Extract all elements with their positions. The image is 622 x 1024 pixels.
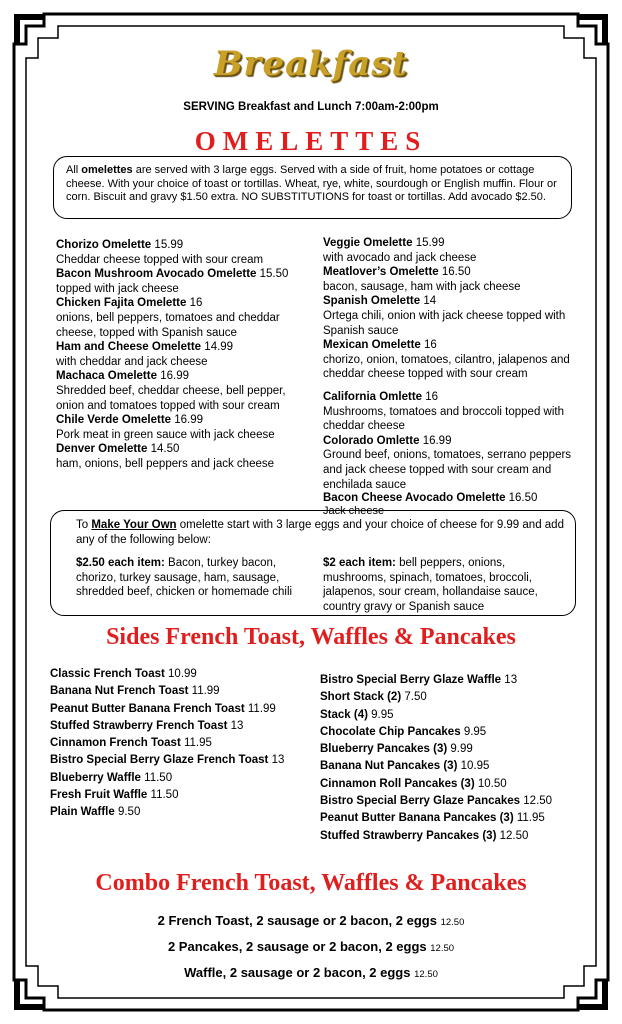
menu-title: Breakfast bbox=[213, 44, 409, 84]
item-price: 15.99 bbox=[154, 239, 184, 251]
menu-item bbox=[50, 683, 315, 700]
item-desc: chorizo, onion, tomatoes, cilantro, jalapenos and cheddar cheese topped with sour cream bbox=[323, 353, 570, 381]
item-name: Colorado Omlette bbox=[323, 434, 420, 447]
item-price: 14.99 bbox=[204, 341, 234, 354]
item-desc: Jack cheese bbox=[323, 505, 385, 518]
item-desc: Shredded beef, cheddar cheese, bell pepper, onion and tomatoes topped with sour cream bbox=[56, 384, 286, 412]
menu-item bbox=[50, 666, 315, 683]
item-desc: onions, bell peppers, tomatoes and cheddar cheese, topped with Spanish sauce bbox=[56, 311, 280, 339]
item-name: Peanut Butter Banana French Toast bbox=[50, 702, 245, 715]
addon-items: bell peppers, onions, mushrooms, spinach, tomatoes, broccoli, jalapenos, sour cream, hollandaise sauce, country gravy or Spanish sauce bbox=[323, 557, 538, 613]
menu-item bbox=[320, 741, 580, 758]
item-name: Denver Omelette bbox=[56, 443, 148, 456]
item-desc: Ground beef, onions, tomatoes, serrano peppers and jack cheese topped with sour cream and enchilada sauce bbox=[323, 449, 572, 491]
item-name: 2 French Toast, 2 sausage or 2 bacon, 2 eggs bbox=[157, 913, 437, 928]
item-price: 13 bbox=[230, 719, 244, 732]
item-name: Classic French Toast bbox=[50, 668, 165, 680]
item-price: 11.95 bbox=[516, 812, 545, 825]
menu-item bbox=[56, 369, 316, 413]
item-name: Mexican Omelette bbox=[323, 339, 421, 352]
menu-item bbox=[50, 770, 315, 787]
item-desc: Cheddar cheese topped with sour cream bbox=[56, 253, 264, 266]
menu-item bbox=[50, 701, 315, 718]
item-price: 11.50 bbox=[144, 771, 173, 784]
addon-price: $2.50 each item: bbox=[76, 557, 165, 569]
item-name: Machaca Omelette bbox=[56, 370, 157, 383]
sides-left-column bbox=[50, 666, 315, 822]
item-name: Blueberry Pancakes (3) bbox=[320, 743, 448, 756]
item-name: Banana Nut French Toast bbox=[50, 685, 189, 698]
item-name: Waffle, 2 sausage or 2 bacon, 2 eggs bbox=[184, 965, 411, 980]
item-desc: Mushrooms, tomatoes and broccoli topped with cheddar cheese bbox=[323, 405, 564, 433]
item-name: California Omlette bbox=[323, 390, 423, 403]
menu-item bbox=[320, 776, 580, 793]
omelettes-right-column bbox=[323, 236, 573, 518]
item-price: 15.50 bbox=[259, 268, 289, 281]
menu-item bbox=[50, 787, 315, 804]
item-price: 16.50 bbox=[441, 266, 471, 279]
item-price: 7.50 bbox=[404, 691, 427, 704]
item-price: 16.50 bbox=[508, 492, 538, 505]
item-name: Bacon Cheese Avocado Omelette bbox=[323, 492, 506, 505]
item-name: Bistro Special Berry Glaze Waffle bbox=[320, 674, 502, 686]
item-name: Bistro Special Berry Glaze Pancakes bbox=[320, 795, 521, 808]
menu-item bbox=[320, 758, 580, 775]
combo-item bbox=[0, 913, 622, 928]
menu-item bbox=[56, 340, 316, 369]
intro-text: are served with 3 large eggs. Served with a side of fruit, home potatoes or cottage cheese. With your choice of toast or tortillas. Wheat, rye, white, sourdough or English muffin. Flour or corn. Biscuit and gravy $1.50 extra. NO SUBSTITUTIONS for toast or tortillas. Add avocado $2.50. bbox=[66, 164, 557, 203]
menu-item bbox=[320, 689, 580, 706]
item-price: 9.99 bbox=[450, 743, 473, 756]
item-name: Banana Nut Pancakes (3) bbox=[320, 760, 458, 773]
item-price: 16 bbox=[425, 390, 439, 403]
item-name: Meatlover’s Omelette bbox=[323, 266, 439, 279]
intro-bold-word: omelettes bbox=[81, 164, 133, 176]
item-price: 11.99 bbox=[191, 685, 220, 698]
menu-item bbox=[320, 724, 580, 741]
item-desc: with cheddar and jack cheese bbox=[56, 355, 208, 368]
menu-item bbox=[56, 442, 316, 471]
menu-item bbox=[320, 672, 580, 689]
item-price: 16.99 bbox=[422, 434, 452, 447]
combo-heading: Combo French Toast, Waffles & Pancakes bbox=[95, 870, 527, 896]
menu-item bbox=[323, 265, 573, 294]
menu-item bbox=[323, 236, 573, 265]
item-price: 9.50 bbox=[117, 806, 141, 819]
menu-item bbox=[323, 338, 573, 382]
item-name: Chocolate Chip Pancakes bbox=[320, 725, 461, 738]
item-name: 2 Pancakes, 2 sausage or 2 bacon, 2 eggs bbox=[167, 939, 427, 954]
item-price: 16 bbox=[424, 339, 437, 352]
item-price: 10.50 bbox=[477, 777, 507, 790]
make-your-own-title: Make Your Own bbox=[91, 519, 177, 531]
omelettes-left-column bbox=[56, 238, 316, 472]
menu-item bbox=[320, 810, 580, 827]
item-price: 11.50 bbox=[150, 789, 179, 802]
menu-item bbox=[323, 390, 573, 434]
item-name: Spanish Omelette bbox=[323, 295, 421, 308]
make-your-own-intro: To Make Your Own omelette start with 3 large eggs and your choice of cheese for 9.99 and add any of the following below: bbox=[76, 519, 564, 546]
omelettes-heading: OMELETTES bbox=[194, 126, 428, 156]
item-name: Cinnamon Roll Pancakes (3) bbox=[320, 777, 475, 790]
sides-heading: Sides French Toast, Waffles & Pancakes bbox=[106, 624, 516, 650]
item-price: 11.99 bbox=[247, 702, 276, 715]
menu-item bbox=[323, 434, 573, 492]
combo-item bbox=[0, 965, 622, 980]
menu-item bbox=[50, 804, 315, 821]
item-name: Bistro Special Berry Glaze French Toast bbox=[50, 754, 269, 767]
item-desc: bacon, sausage, ham with jack cheese bbox=[323, 280, 521, 293]
combo-item bbox=[0, 939, 622, 954]
item-name: Bacon Mushroom Avocado Omelette bbox=[56, 268, 257, 281]
menu-item bbox=[320, 707, 580, 724]
item-price: 12.50 bbox=[523, 795, 553, 808]
menu-item bbox=[323, 294, 573, 338]
item-price: 16.99 bbox=[160, 370, 189, 383]
item-price: 13 bbox=[271, 754, 285, 767]
menu-item bbox=[50, 735, 315, 752]
item-price: 12.50 bbox=[414, 969, 438, 980]
menu-item bbox=[50, 752, 315, 769]
menu-item bbox=[50, 718, 315, 735]
item-name: Veggie Omelette bbox=[323, 237, 413, 249]
item-price: 14.50 bbox=[150, 443, 180, 456]
item-name: Stack (4) bbox=[320, 708, 368, 721]
menu-item bbox=[56, 413, 316, 442]
item-name: Chile Verde Omelette bbox=[56, 414, 172, 427]
item-price: 10.99 bbox=[168, 668, 197, 680]
menu-item bbox=[56, 296, 316, 340]
addons-250 bbox=[76, 556, 301, 600]
item-name: Stuffed Strawberry French Toast bbox=[50, 719, 228, 732]
omelettes-intro-box bbox=[53, 156, 572, 219]
item-name: Peanut Butter Banana Pancakes (3) bbox=[320, 812, 514, 825]
item-name: Stuffed Strawberry Pancakes (3) bbox=[320, 829, 497, 842]
item-desc: Pork meat in green sauce with jack cheese bbox=[56, 428, 275, 441]
make-your-own-box bbox=[50, 510, 576, 616]
menu-item bbox=[56, 267, 316, 296]
item-name: Blueberry Waffle bbox=[50, 771, 141, 784]
addon-price: $2 each item: bbox=[323, 557, 396, 569]
item-price: 14 bbox=[423, 295, 437, 308]
item-name: Ham and Cheese Omelette bbox=[56, 341, 202, 354]
item-price: 9.95 bbox=[463, 725, 487, 738]
item-price: 15.99 bbox=[415, 237, 445, 249]
item-price: 11.95 bbox=[183, 737, 212, 750]
item-price: 13 bbox=[504, 674, 518, 686]
sides-right-column bbox=[320, 672, 580, 845]
item-price: 12.50 bbox=[440, 917, 465, 928]
item-name: Chicken Fajita Omelette bbox=[56, 297, 187, 310]
menu-item bbox=[320, 793, 580, 810]
item-price: 12.50 bbox=[499, 829, 529, 842]
item-name: Chorizo Omelette bbox=[56, 239, 152, 251]
item-price: 16.99 bbox=[174, 414, 204, 427]
menu-item bbox=[320, 828, 580, 845]
intro-prefix: All bbox=[66, 164, 82, 176]
item-name: Fresh Fruit Waffle bbox=[50, 789, 148, 802]
menu-item bbox=[56, 238, 316, 267]
item-name: Cinnamon French Toast bbox=[50, 737, 181, 750]
addon-items: Bacon, turkey bacon, chorizo, turkey sausage, ham, sausage, shredded beef, chicken or homemade chili bbox=[76, 557, 293, 598]
item-desc: with avocado and jack cheese bbox=[323, 251, 477, 264]
item-name: Short Stack (2) bbox=[320, 691, 402, 704]
serving-hours: SERVING Breakfast and Lunch 7:00am-2:00pm bbox=[183, 101, 439, 113]
item-desc: Ortega chili, onion with jack cheese topped with Spanish sauce bbox=[323, 309, 566, 337]
item-name: Plain Waffle bbox=[50, 806, 115, 819]
item-price: 12.50 bbox=[430, 943, 455, 954]
item-desc: topped with jack cheese bbox=[56, 282, 179, 295]
item-price: 10.95 bbox=[460, 760, 490, 773]
item-price: 9.95 bbox=[371, 708, 394, 721]
item-desc: ham, onions, bell peppers and jack cheese bbox=[56, 457, 275, 470]
item-price: 16 bbox=[189, 297, 203, 310]
addons-200 bbox=[323, 556, 563, 614]
